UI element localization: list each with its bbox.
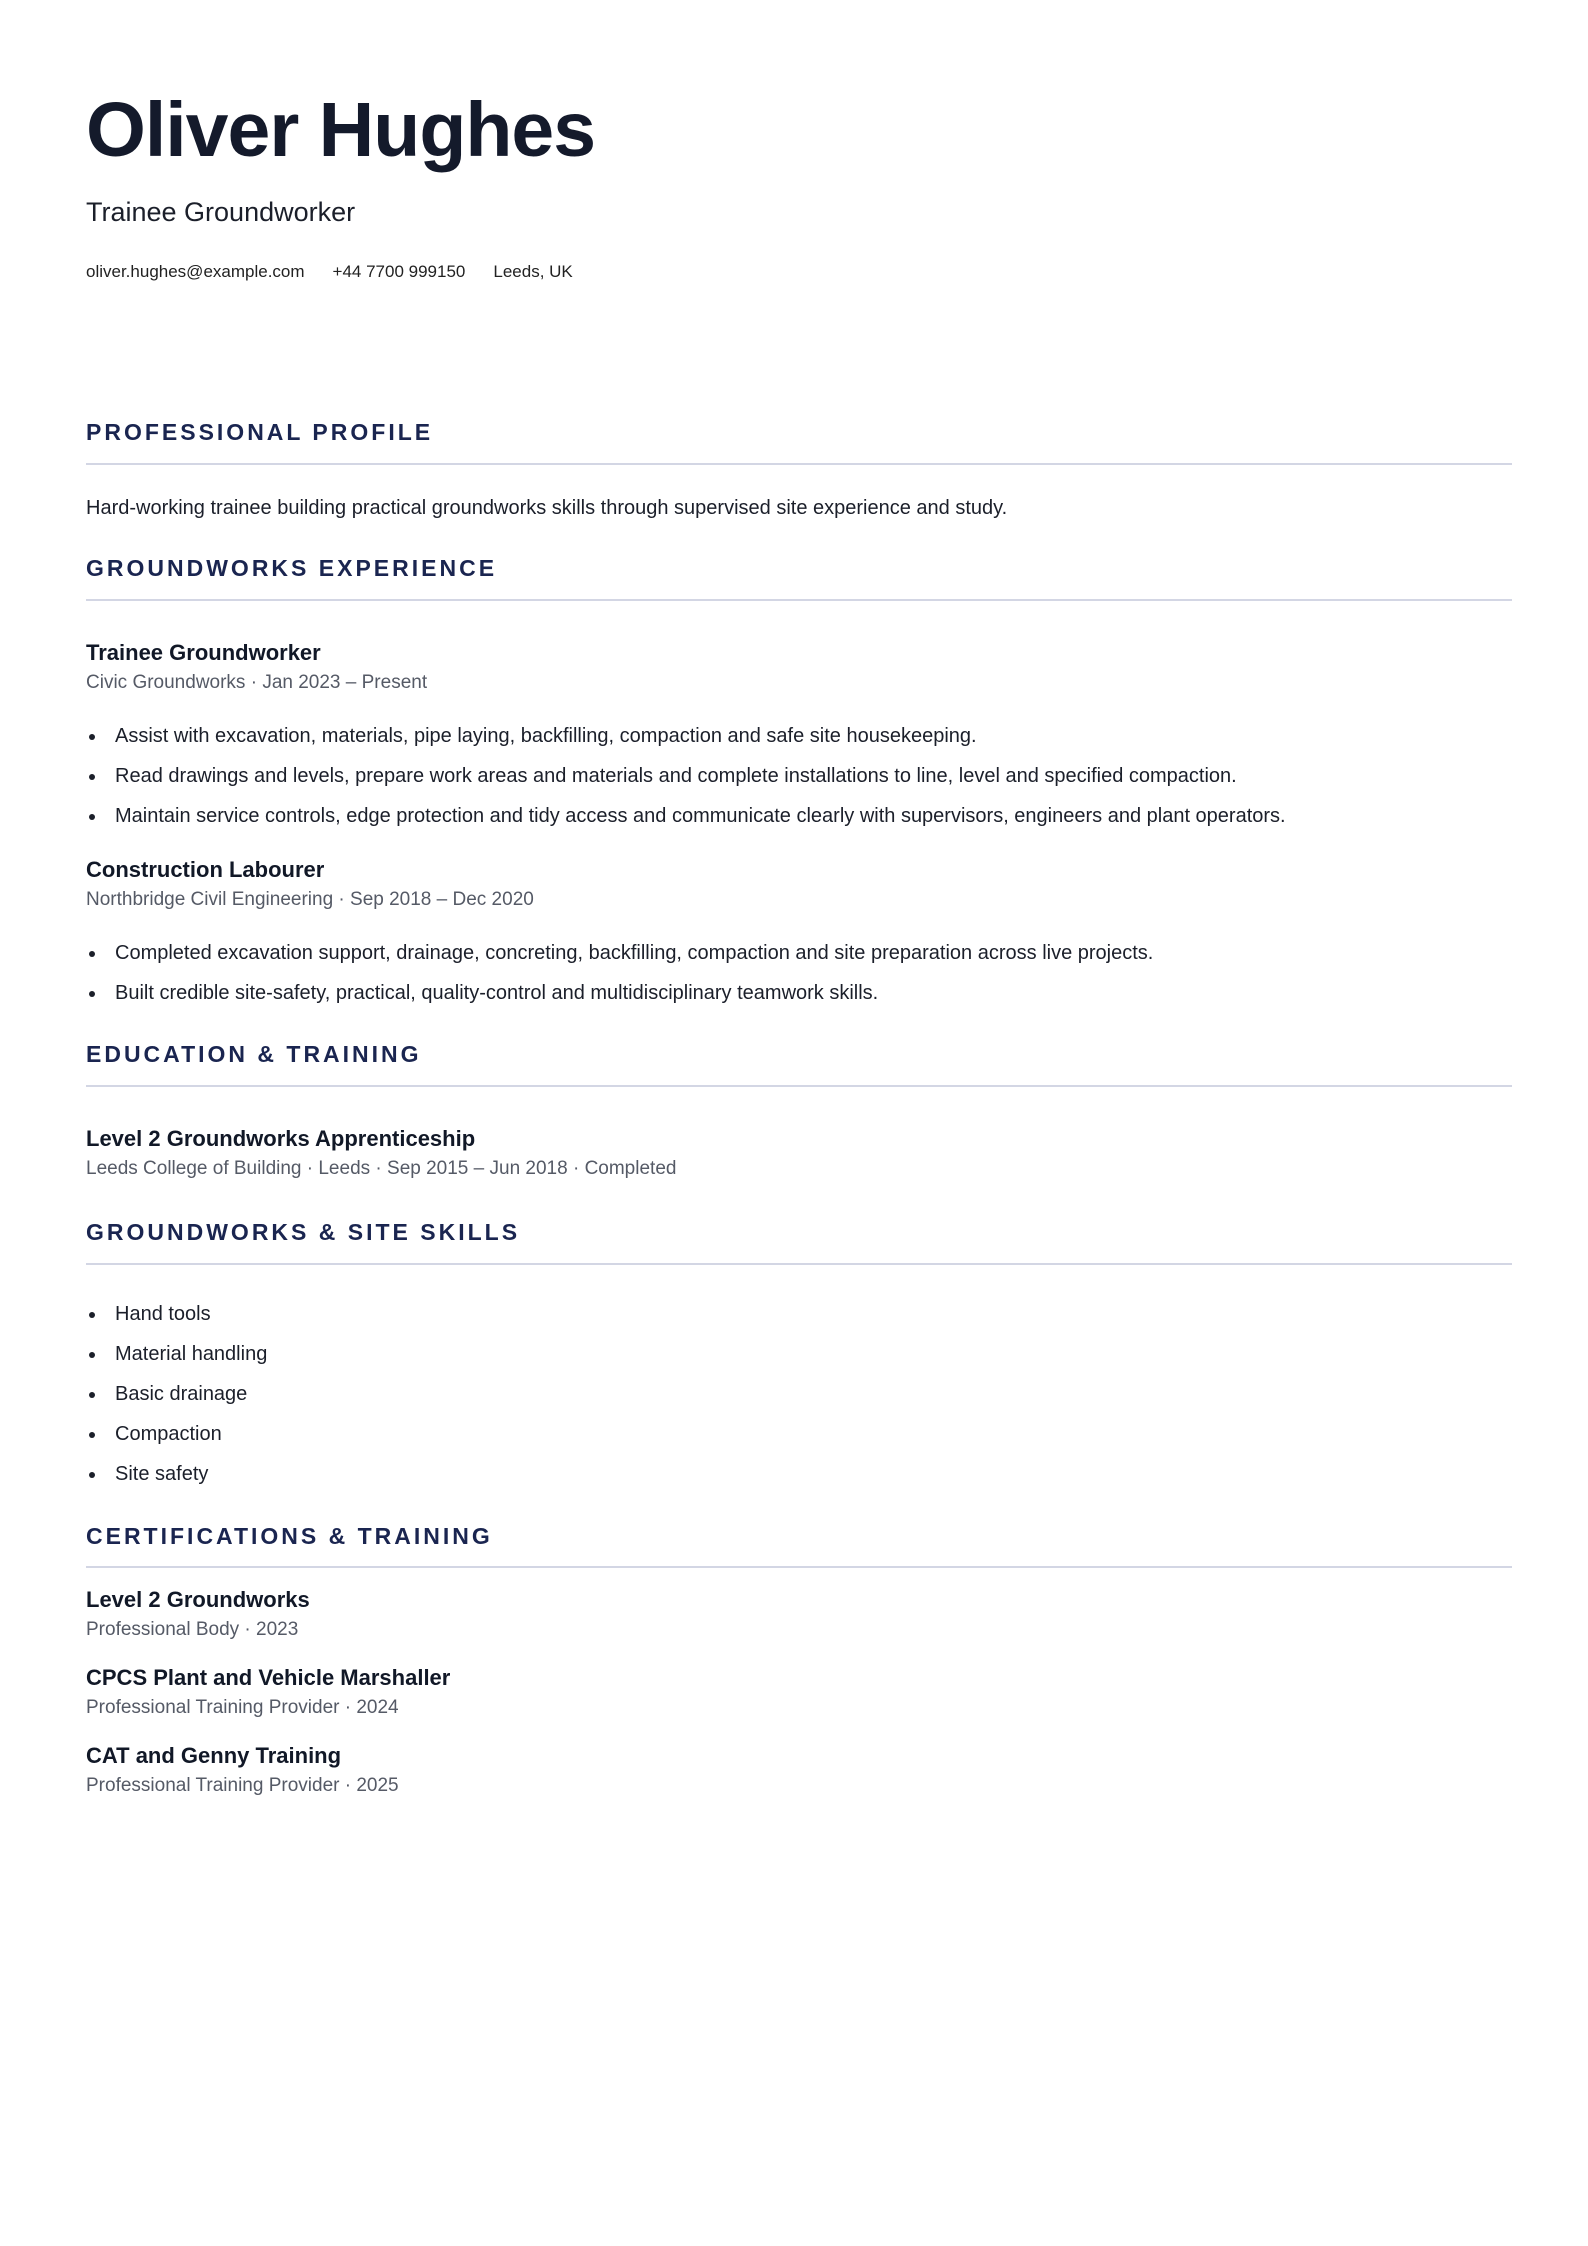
certification-title: CAT and Genny Training (86, 1743, 342, 1768)
job-meta: Northbridge Civil Engineering · Sep 2018 – Dec 2020 (86, 889, 534, 910)
job-meta: Civic Groundworks · Jan 2023 – Present (86, 672, 428, 693)
candidate-title: Trainee Groundworker (86, 197, 356, 227)
job-bullet: Built credible site-safety, practical, quality-control and multidisciplinary teamwork skills. (86, 981, 878, 1005)
certification-meta: Professional Training Provider · 2025 (86, 1775, 399, 1796)
skill-item: Site safety (86, 1462, 208, 1486)
section-heading-profile: PROFESSIONAL PROFILE (86, 419, 434, 445)
section-heading-education: EDUCATION & TRAINING (86, 1041, 422, 1067)
job-bullet: Assist with excavation, materials, pipe laying, backfilling, compaction and safe site housekeeping. (86, 724, 977, 748)
education-meta: Leeds College of Building · Leeds · Sep 2015 – Jun 2018 · Completed (86, 1158, 677, 1179)
section-heading-certifications: CERTIFICATIONS & TRAINING (86, 1523, 493, 1549)
skill-item: Hand tools (86, 1302, 211, 1326)
job-title: Trainee Groundworker (86, 640, 321, 665)
certification-meta: Professional Body · 2023 (86, 1619, 299, 1640)
section-divider (86, 1566, 1512, 1568)
job-bullet: Completed excavation support, drainage, concreting, backfilling, compaction and site preparation across live projects. (86, 941, 1153, 965)
candidate-name: Oliver Hughes (86, 87, 596, 173)
section-divider (86, 599, 1512, 601)
certification-title: Level 2 Groundworks (86, 1587, 310, 1612)
job-title: Construction Labourer (86, 857, 325, 882)
section-divider (86, 1263, 1512, 1265)
contact-location: Leeds, UK (493, 262, 573, 281)
section-heading-skills: GROUNDWORKS & SITE SKILLS (86, 1219, 521, 1245)
job-bullet: Read drawings and levels, prepare work areas and materials and complete installations to line, level and specified compaction. (86, 764, 1237, 788)
certification-meta: Professional Training Provider · 2024 (86, 1697, 399, 1718)
skill-item: Material handling (86, 1342, 267, 1366)
section-divider (86, 1085, 1512, 1087)
profile-summary: Hard-working trainee building practical groundworks skills through supervised site experience and study. (86, 497, 1008, 519)
section-heading-experience: GROUNDWORKS EXPERIENCE (86, 555, 498, 581)
section-divider (86, 463, 1512, 465)
contact-email: oliver.hughes@example.com (86, 262, 305, 281)
job-bullet: Maintain service controls, edge protection and tidy access and communicate clearly with supervisors, engineers and plant operators. (86, 804, 1286, 828)
skill-item: Compaction (86, 1422, 222, 1446)
contact-phone: +44 7700 999150 (332, 262, 466, 281)
education-title: Level 2 Groundworks Apprenticeship (86, 1126, 476, 1151)
certification-title: CPCS Plant and Vehicle Marshaller (86, 1665, 451, 1690)
skill-item: Basic drainage (86, 1382, 247, 1406)
contact-line (86, 262, 573, 282)
